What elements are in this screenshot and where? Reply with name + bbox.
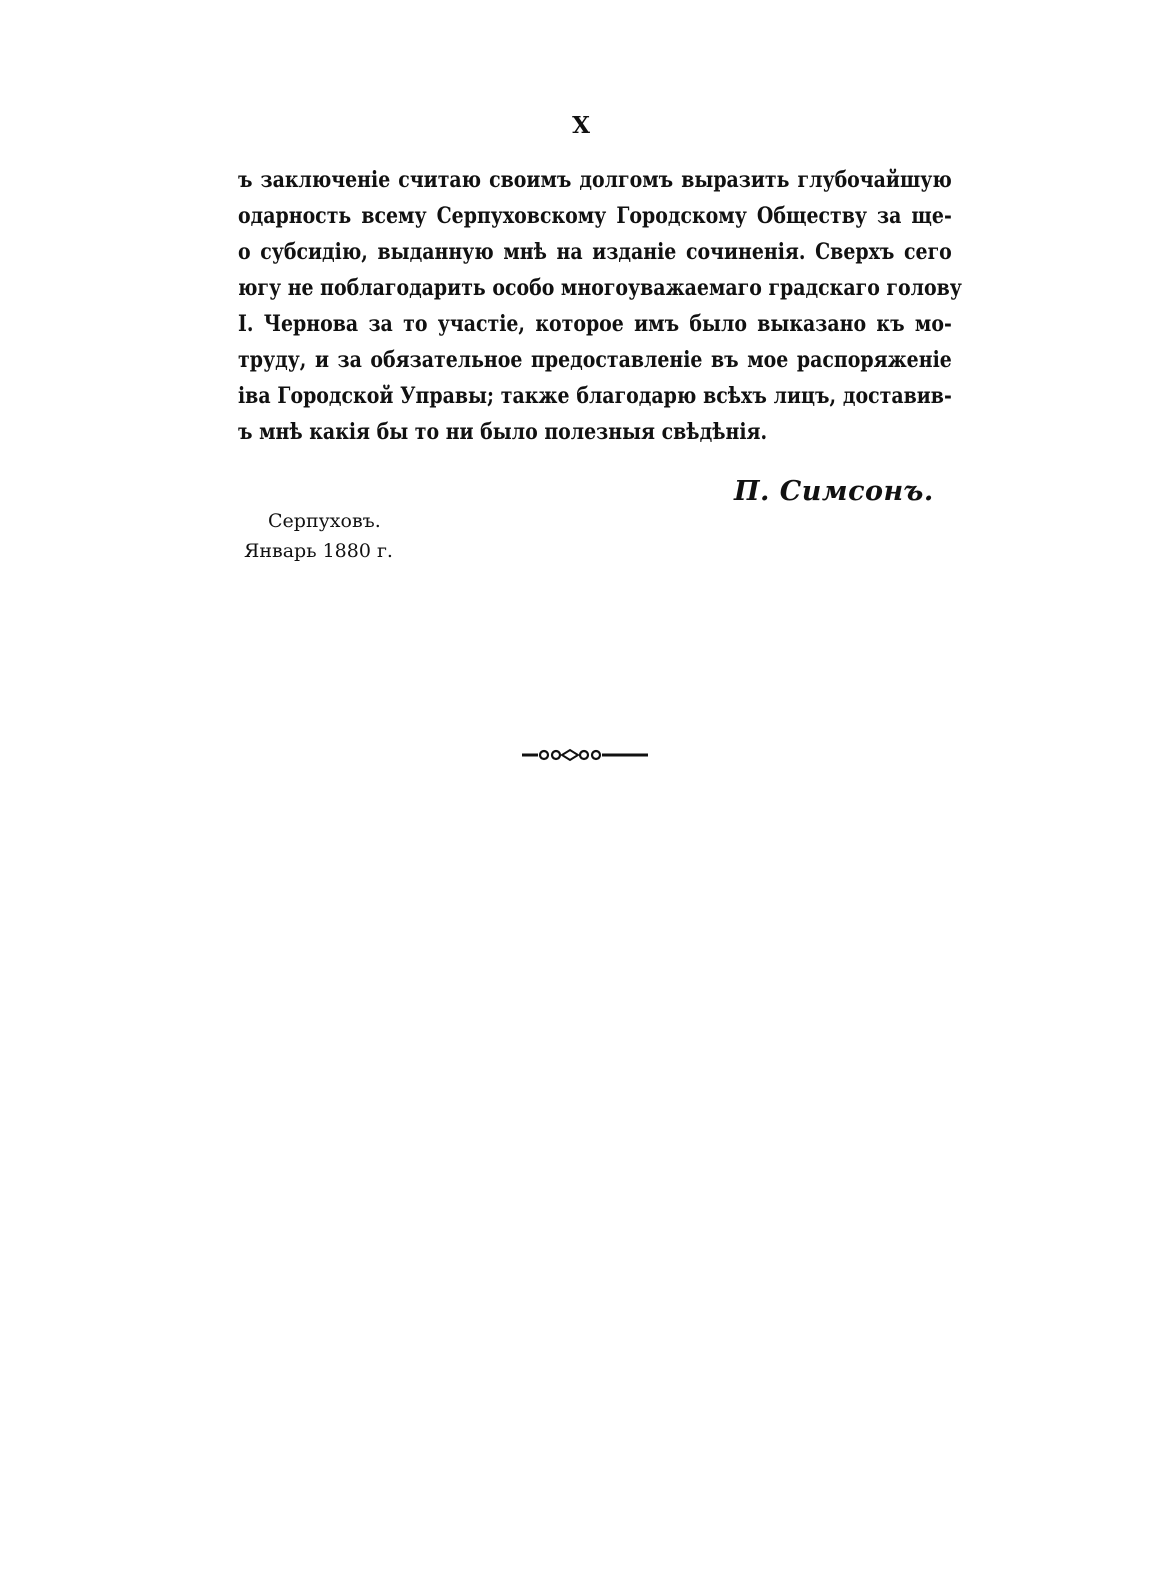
text-line: о субсидiю, выданную мнѣ на изданiе сочиненiя. Сверхъ сего — [238, 239, 952, 265]
place-line: Серпуховъ. — [268, 510, 381, 532]
text-line: іва Городской Управы; также благодарю всѣхъ лицъ, доставив- — [238, 383, 952, 409]
date-line: Январь 1880 г. — [244, 540, 393, 562]
text-line: ъ заключенiе считаю своимъ долгомъ выразить глубочайшую — [238, 167, 952, 193]
text-line: І. Чернова за то участiе, которое имъ было выказано къ мо- — [238, 311, 952, 337]
body-paragraph — [238, 162, 962, 450]
text-line: югу не поблагодарить особо многоуважаемаго градскаго голову — [238, 275, 962, 301]
text-line: одарность всему Серпуховскому Городскому Обществу за ще- — [238, 203, 952, 229]
place-and-date — [244, 506, 393, 566]
page-number: X — [572, 112, 591, 139]
text-line: ъ мнѣ какiя бы то ни было полезныя свѣдѣнiя. — [238, 419, 768, 445]
text-line: труду, и за обязательное предоставленiе въ мое распоряженiе — [238, 347, 952, 373]
ornamental-rule-icon — [520, 746, 650, 764]
author-signature: П. Симсонъ. — [734, 476, 934, 507]
